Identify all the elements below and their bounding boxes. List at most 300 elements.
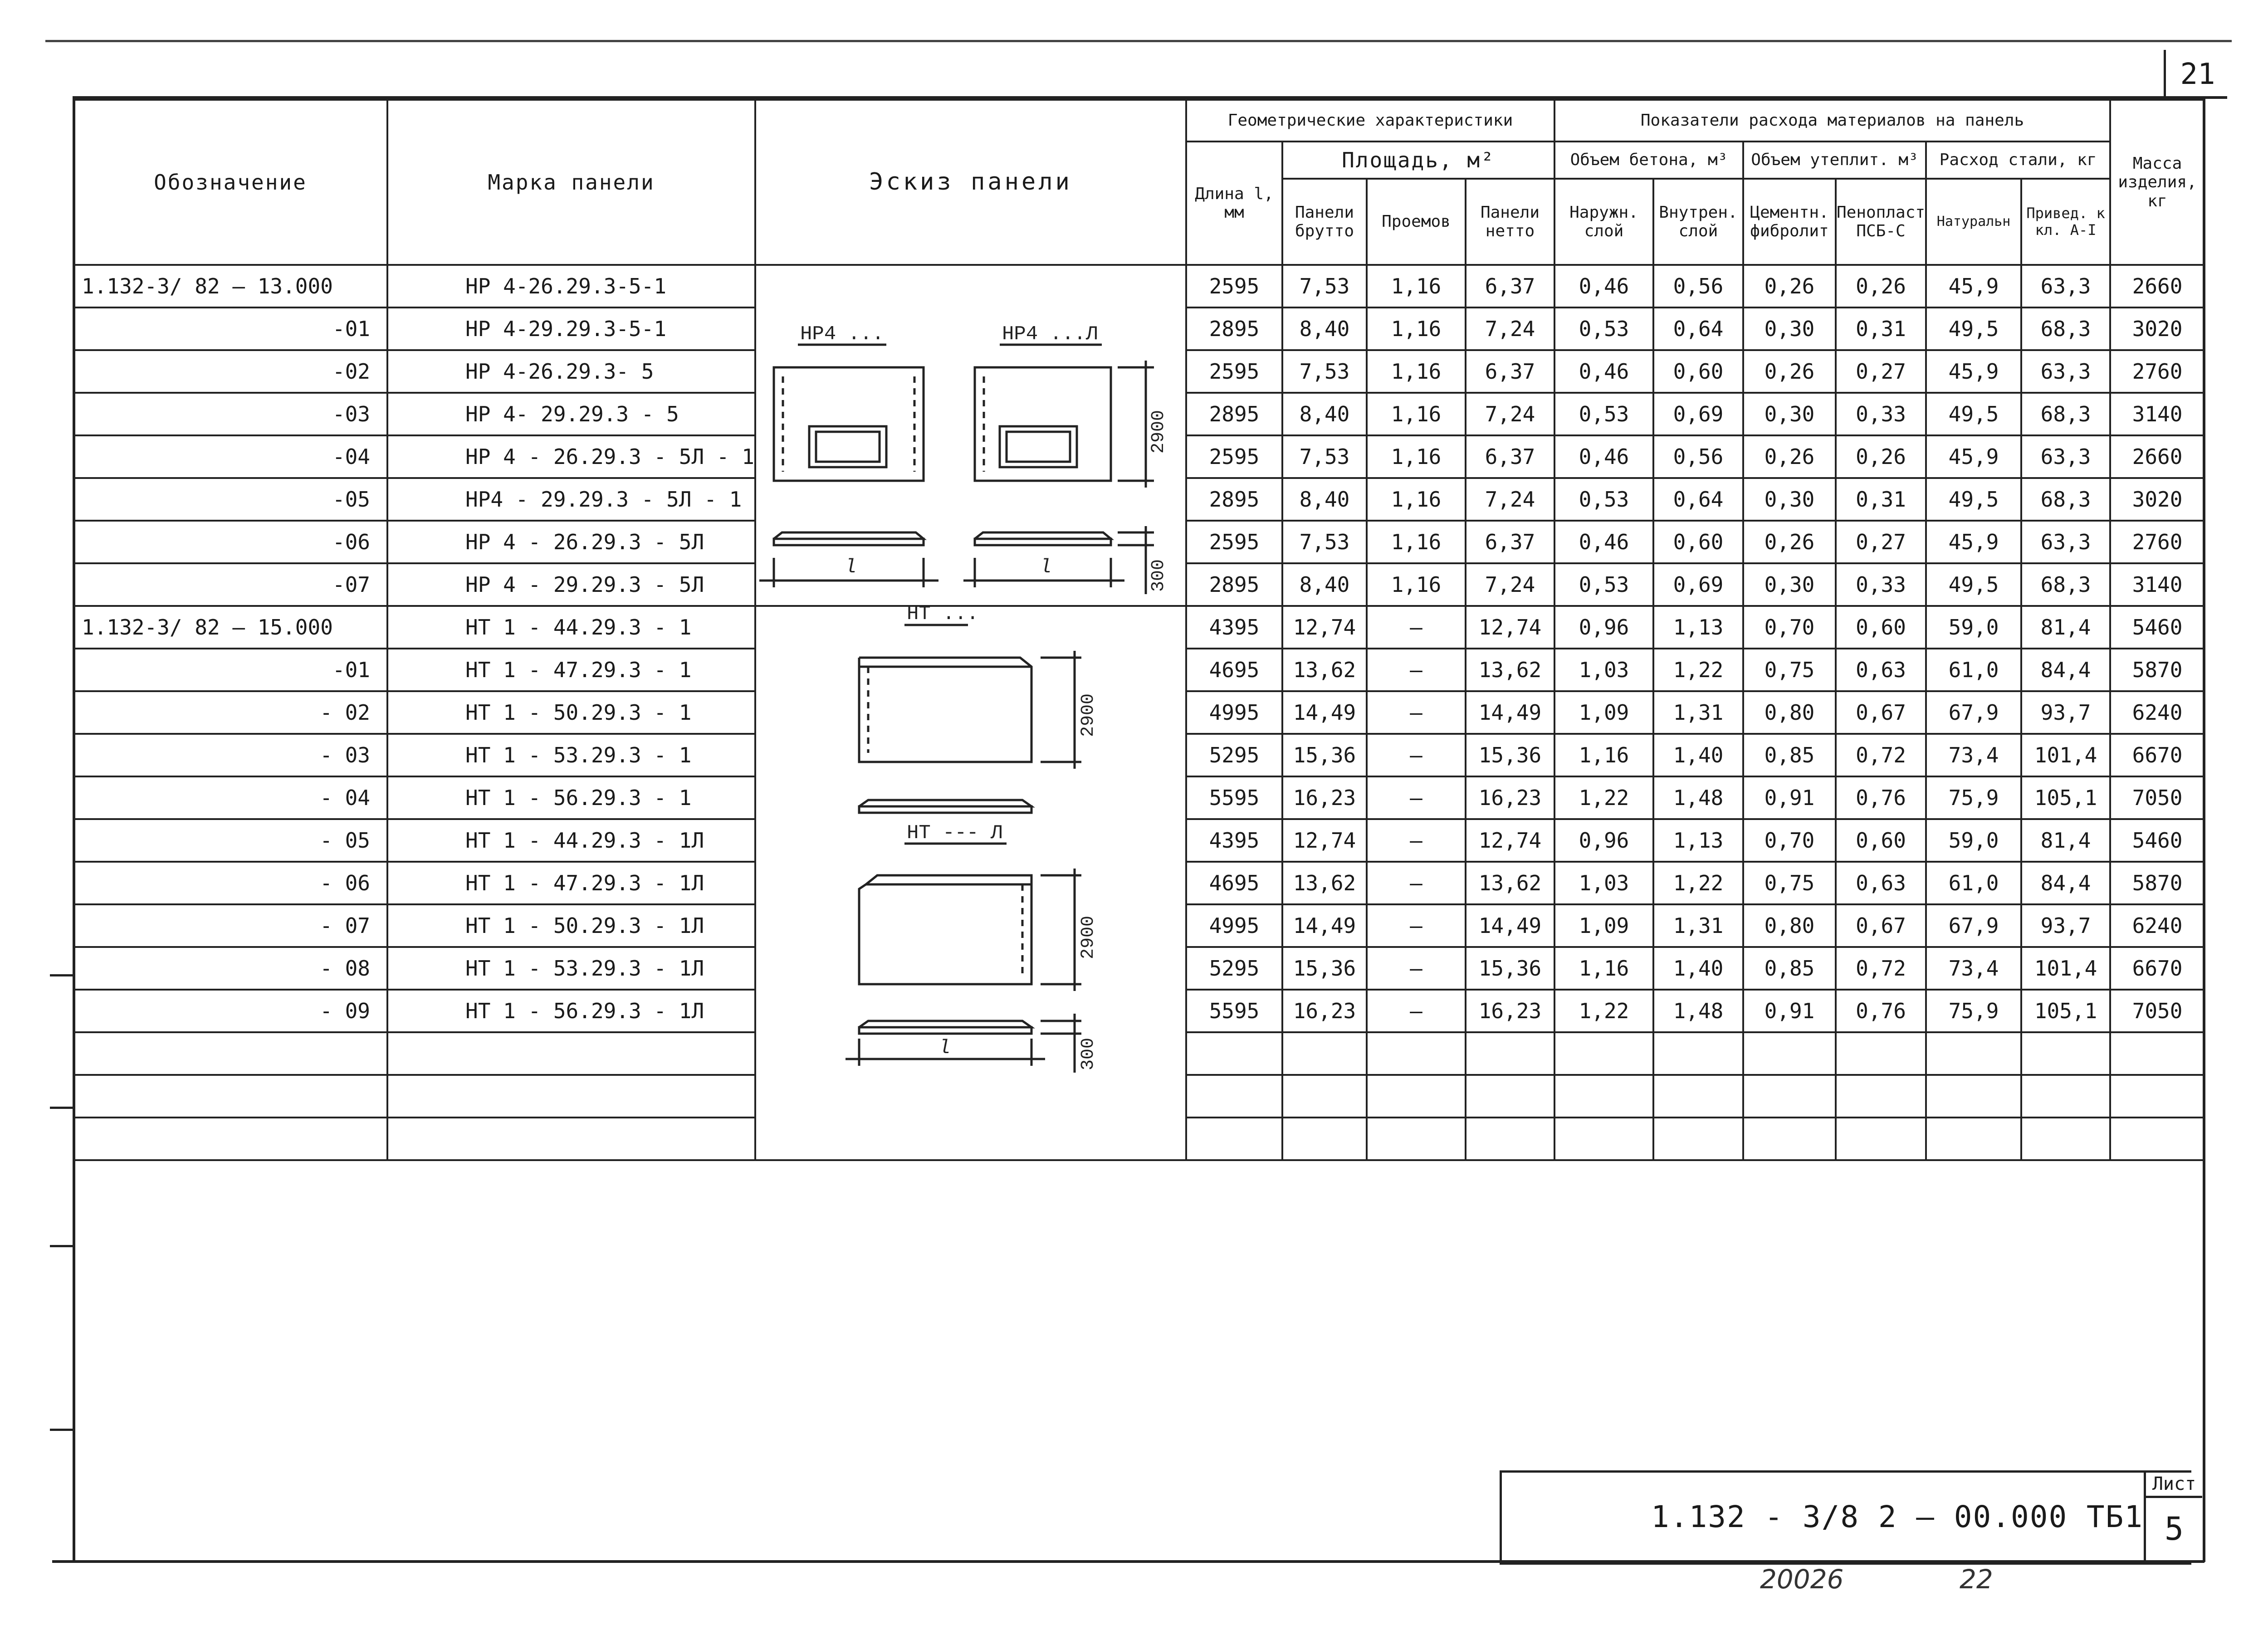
empty-cell xyxy=(1186,1118,1282,1160)
cell-cement-fibrolite: 0,70 xyxy=(1743,819,1836,862)
cell-cement-fibrolite: 0,26 xyxy=(1743,350,1836,393)
cell-steel-reduced: 81,4 xyxy=(2021,606,2110,649)
cell-designation: - 08 xyxy=(73,947,387,990)
cell-steel-natural: 45,9 xyxy=(1926,350,2021,393)
cell-outer-concrete: 1,03 xyxy=(1554,649,1653,691)
cell-openings-area: — xyxy=(1367,819,1466,862)
cell-gross-area: 14,49 xyxy=(1282,691,1367,734)
cell-openings-area: — xyxy=(1367,947,1466,990)
cell-length: 2895 xyxy=(1186,563,1282,606)
cell-length: 4395 xyxy=(1186,606,1282,649)
empty-cell xyxy=(2110,1118,2204,1160)
empty-cell xyxy=(1466,1075,1554,1118)
np4-panel-outline xyxy=(774,367,924,481)
cell-openings-area: — xyxy=(1367,606,1466,649)
cell-openings-area: 1,16 xyxy=(1367,393,1466,435)
cell-mark: НТ 1 - 44.29.3 - 1Л xyxy=(387,819,755,862)
empty-cell xyxy=(1186,1032,1282,1075)
cell-cement-fibrolite: 0,91 xyxy=(1743,990,1836,1032)
ntl-panel-outline xyxy=(859,875,1031,984)
empty-cell xyxy=(2021,1075,2110,1118)
cell-designation: - 02 xyxy=(73,691,387,734)
empty-cell xyxy=(1836,1032,1926,1075)
cell-inner-concrete: 0,69 xyxy=(1653,393,1743,435)
cell-steel-reduced: 68,3 xyxy=(2021,393,2110,435)
cell-mark: НТ 1 - 50.29.3 - 1 xyxy=(387,691,755,734)
cell-mass: 2660 xyxy=(2110,265,2204,307)
cell-outer-concrete: 1,22 xyxy=(1554,776,1653,819)
sketch-label-ntl: НТ --- Л xyxy=(907,822,1003,844)
header-outer: Наружн. слой xyxy=(1554,179,1653,265)
top-border-line xyxy=(45,40,2232,42)
cell-cement-fibrolite: 0,26 xyxy=(1743,265,1836,307)
cell-length: 5595 xyxy=(1186,776,1282,819)
cell-steel-natural: 73,4 xyxy=(1926,947,2021,990)
cell-designation: 1.132-3/ 82 — 13.000 xyxy=(73,265,387,307)
cell-openings-area: — xyxy=(1367,904,1466,947)
sketch-np4 xyxy=(755,268,1186,612)
empty-cell xyxy=(73,1075,387,1118)
cell-mark: НТ 1 - 56.29.3 - 1Л xyxy=(387,990,755,1032)
header-reduced: Привед. к кл. А-I xyxy=(2021,179,2110,265)
document-code: 1.132 - 3/8 2 — 00.000 ТБ1 xyxy=(1651,1499,2144,1534)
empty-cell xyxy=(2021,1118,2110,1160)
cell-inner-concrete: 1,40 xyxy=(1653,947,1743,990)
empty-cell xyxy=(1282,1118,1367,1160)
cell-length: 5295 xyxy=(1186,734,1282,776)
header-materials: Показатели расхода материалов на панель xyxy=(1554,100,2110,142)
cell-cement-fibrolite: 0,30 xyxy=(1743,307,1836,350)
cell-gross-area: 7,53 xyxy=(1282,521,1367,563)
cell-openings-area: — xyxy=(1367,776,1466,819)
empty-cell xyxy=(1282,1075,1367,1118)
cell-steel-reduced: 68,3 xyxy=(2021,563,2110,606)
np4l-panel-outline xyxy=(975,367,1111,481)
cell-mass: 6240 xyxy=(2110,904,2204,947)
cell-designation: - 07 xyxy=(73,904,387,947)
cell-mark: НТ 1 - 47.29.3 - 1 xyxy=(387,649,755,691)
cell-outer-concrete: 0,96 xyxy=(1554,606,1653,649)
cell-outer-concrete: 0,46 xyxy=(1554,350,1653,393)
cell-steel-natural: 75,9 xyxy=(1926,776,2021,819)
header-mark: Марка панели xyxy=(387,100,755,265)
cell-gross-area: 16,23 xyxy=(1282,776,1367,819)
dim-2900-nt: 2900 xyxy=(1078,693,1099,737)
cell-net-area: 12,74 xyxy=(1466,819,1554,862)
cell-foam-insulation: 0,27 xyxy=(1836,521,1926,563)
cell-mark: НР 4 - 26.29.3 - 5Л xyxy=(387,521,755,563)
cell-foam-insulation: 0,27 xyxy=(1836,350,1926,393)
empty-cell xyxy=(1836,1075,1926,1118)
cell-foam-insulation: 0,67 xyxy=(1836,691,1926,734)
cell-cement-fibrolite: 0,85 xyxy=(1743,947,1836,990)
cell-designation: -02 xyxy=(73,350,387,393)
cell-foam-insulation: 0,63 xyxy=(1836,862,1926,904)
cell-gross-area: 13,62 xyxy=(1282,862,1367,904)
cell-outer-concrete: 0,53 xyxy=(1554,393,1653,435)
cell-inner-concrete: 0,60 xyxy=(1653,350,1743,393)
cell-mass: 7050 xyxy=(2110,776,2204,819)
empty-cell xyxy=(1367,1032,1466,1075)
cell-mass: 5460 xyxy=(2110,606,2204,649)
header-cement: Цементн. фибролит xyxy=(1743,179,1836,265)
cell-designation: -01 xyxy=(73,649,387,691)
cell-inner-concrete: 1,13 xyxy=(1653,819,1743,862)
cell-foam-insulation: 0,31 xyxy=(1836,307,1926,350)
cell-length: 5595 xyxy=(1186,990,1282,1032)
cell-mass: 2760 xyxy=(2110,350,2204,393)
cell-openings-area: 1,16 xyxy=(1367,265,1466,307)
cell-cement-fibrolite: 0,26 xyxy=(1743,435,1836,478)
cell-steel-reduced: 105,1 xyxy=(2021,776,2110,819)
cell-openings-area: — xyxy=(1367,734,1466,776)
cell-steel-natural: 75,9 xyxy=(1926,990,2021,1032)
cell-mark: НТ 1 - 56.29.3 - 1 xyxy=(387,776,755,819)
cell-steel-natural: 49,5 xyxy=(1926,563,2021,606)
header-insulation: Объем утеплит. м³ xyxy=(1743,142,1926,179)
cell-outer-concrete: 1,16 xyxy=(1554,947,1653,990)
cell-foam-insulation: 0,33 xyxy=(1836,393,1926,435)
cell-net-area: 6,37 xyxy=(1466,265,1554,307)
handwritten-number-right: 22 xyxy=(1960,1564,1993,1595)
cell-gross-area: 12,74 xyxy=(1282,819,1367,862)
cell-mass: 3020 xyxy=(2110,307,2204,350)
cell-mass: 2760 xyxy=(2110,521,2204,563)
dim-l-nt: l xyxy=(938,1037,951,1059)
cell-steel-reduced: 105,1 xyxy=(2021,990,2110,1032)
cell-designation: -04 xyxy=(73,435,387,478)
cell-gross-area: 8,40 xyxy=(1282,478,1367,521)
cell-steel-reduced: 68,3 xyxy=(2021,478,2110,521)
cell-net-area: 7,24 xyxy=(1466,393,1554,435)
cell-gross-area: 13,62 xyxy=(1282,649,1367,691)
margin-tick xyxy=(50,1245,75,1247)
cell-outer-concrete: 1,22 xyxy=(1554,990,1653,1032)
cell-gross-area: 15,36 xyxy=(1282,947,1367,990)
cell-designation: - 09 xyxy=(73,990,387,1032)
cell-steel-reduced: 84,4 xyxy=(2021,649,2110,691)
empty-cell xyxy=(2110,1032,2204,1075)
empty-cell xyxy=(1653,1075,1743,1118)
cell-foam-insulation: 0,76 xyxy=(1836,990,1926,1032)
cell-mass: 6670 xyxy=(2110,734,2204,776)
cell-inner-concrete: 1,48 xyxy=(1653,776,1743,819)
cell-net-area: 14,49 xyxy=(1466,691,1554,734)
empty-cell xyxy=(1186,1075,1282,1118)
cell-net-area: 6,37 xyxy=(1466,435,1554,478)
cell-length: 4995 xyxy=(1186,904,1282,947)
cell-openings-area: 1,16 xyxy=(1367,563,1466,606)
cell-outer-concrete: 0,53 xyxy=(1554,563,1653,606)
cell-mark: НТ 1 - 47.29.3 - 1Л xyxy=(387,862,755,904)
cell-length: 4995 xyxy=(1186,691,1282,734)
cell-outer-concrete: 1,16 xyxy=(1554,734,1653,776)
cell-length: 2595 xyxy=(1186,265,1282,307)
cell-steel-natural: 61,0 xyxy=(1926,862,2021,904)
cell-inner-concrete: 0,56 xyxy=(1653,435,1743,478)
cell-length: 2595 xyxy=(1186,350,1282,393)
cell-mass: 6240 xyxy=(2110,691,2204,734)
header-inner: Внутрен. слой xyxy=(1653,179,1743,265)
cell-steel-reduced: 63,3 xyxy=(2021,350,2110,393)
cell-openings-area: — xyxy=(1367,691,1466,734)
cell-designation: - 05 xyxy=(73,819,387,862)
cell-outer-concrete: 0,46 xyxy=(1554,435,1653,478)
header-mass: Масса изделия, кг xyxy=(2110,100,2204,265)
cell-length: 2895 xyxy=(1186,478,1282,521)
header-length: Длина l, мм xyxy=(1186,142,1282,265)
empty-cell xyxy=(1554,1075,1653,1118)
cell-steel-reduced: 93,7 xyxy=(2021,904,2110,947)
empty-cell xyxy=(1367,1118,1466,1160)
handwritten-number-left: 20026 xyxy=(1760,1564,1844,1595)
sketch-nt xyxy=(755,603,1186,1098)
sketch-label-np4l: НР4 ...Л xyxy=(1002,323,1098,346)
sketch-label-nt: НТ ... xyxy=(907,603,979,625)
cell-foam-insulation: 0,26 xyxy=(1836,265,1926,307)
cell-gross-area: 12,74 xyxy=(1282,606,1367,649)
dim-l-left: l xyxy=(845,556,857,579)
cell-inner-concrete: 1,31 xyxy=(1653,691,1743,734)
cell-foam-insulation: 0,26 xyxy=(1836,435,1926,478)
empty-cell xyxy=(387,1032,755,1075)
cell-steel-reduced: 84,4 xyxy=(2021,862,2110,904)
dim-300-top: 300 xyxy=(1149,559,1169,592)
empty-cell xyxy=(1466,1118,1554,1160)
cell-length: 2595 xyxy=(1186,521,1282,563)
cell-outer-concrete: 0,46 xyxy=(1554,265,1653,307)
margin-tick xyxy=(50,1107,75,1109)
empty-cell xyxy=(73,1118,387,1160)
cell-outer-concrete: 0,53 xyxy=(1554,307,1653,350)
cell-steel-reduced: 63,3 xyxy=(2021,435,2110,478)
cell-openings-area: 1,16 xyxy=(1367,478,1466,521)
cell-steel-natural: 49,5 xyxy=(1926,478,2021,521)
cell-steel-natural: 59,0 xyxy=(1926,819,2021,862)
cell-designation: - 04 xyxy=(73,776,387,819)
empty-cell xyxy=(2021,1032,2110,1075)
dim-l-right: l xyxy=(1040,556,1052,579)
cell-outer-concrete: 0,96 xyxy=(1554,819,1653,862)
cell-net-area: 13,62 xyxy=(1466,862,1554,904)
cell-foam-insulation: 0,63 xyxy=(1836,649,1926,691)
cell-foam-insulation: 0,60 xyxy=(1836,819,1926,862)
cell-steel-natural: 49,5 xyxy=(1926,307,2021,350)
cell-foam-insulation: 0,60 xyxy=(1836,606,1926,649)
nt-panel-outline xyxy=(859,658,1031,762)
cell-gross-area: 14,49 xyxy=(1282,904,1367,947)
cell-mark: НТ 1 - 50.29.3 - 1Л xyxy=(387,904,755,947)
cell-mark: НР 4-26.29.3- 5 xyxy=(387,350,755,393)
cell-designation: 1.132-3/ 82 — 15.000 xyxy=(73,606,387,649)
cell-mass: 5870 xyxy=(2110,862,2204,904)
cell-mark: НР 4- 29.29.3 - 5 xyxy=(387,393,755,435)
cell-openings-area: 1,16 xyxy=(1367,521,1466,563)
cell-cement-fibrolite: 0,91 xyxy=(1743,776,1836,819)
cell-foam-insulation: 0,31 xyxy=(1836,478,1926,521)
cell-designation: -06 xyxy=(73,521,387,563)
empty-cell xyxy=(2110,1075,2204,1118)
cell-mark: НР4 - 29.29.3 - 5Л - 1 xyxy=(387,478,755,521)
header-sketch: Эскиз панели xyxy=(755,100,1186,265)
cell-net-area: 16,23 xyxy=(1466,990,1554,1032)
dim-300-ntl: 300 xyxy=(1078,1037,1099,1070)
empty-cell xyxy=(1554,1118,1653,1160)
header-area: Площадь, м² xyxy=(1282,142,1554,179)
empty-cell xyxy=(1836,1118,1926,1160)
cell-mark: НР 4-29.29.3-5-1 xyxy=(387,307,755,350)
header-natural: Натуральн xyxy=(1926,179,2021,265)
cell-inner-concrete: 1,40 xyxy=(1653,734,1743,776)
cell-length: 4695 xyxy=(1186,649,1282,691)
sheet-number: 5 xyxy=(2144,1498,2202,1560)
cell-inner-concrete: 0,64 xyxy=(1653,478,1743,521)
cell-steel-natural: 49,5 xyxy=(1926,393,2021,435)
cell-length: 2895 xyxy=(1186,393,1282,435)
cell-cement-fibrolite: 0,26 xyxy=(1743,521,1836,563)
cell-outer-concrete: 0,53 xyxy=(1554,478,1653,521)
cell-gross-area: 8,40 xyxy=(1282,307,1367,350)
cell-cement-fibrolite: 0,30 xyxy=(1743,478,1836,521)
cell-length: 4395 xyxy=(1186,819,1282,862)
empty-cell xyxy=(1367,1075,1466,1118)
cell-cement-fibrolite: 0,80 xyxy=(1743,904,1836,947)
cell-gross-area: 7,53 xyxy=(1282,435,1367,478)
cell-net-area: 12,74 xyxy=(1466,606,1554,649)
cell-mass: 3140 xyxy=(2110,393,2204,435)
cell-outer-concrete: 0,46 xyxy=(1554,521,1653,563)
cell-designation: -05 xyxy=(73,478,387,521)
cell-cement-fibrolite: 0,70 xyxy=(1743,606,1836,649)
cell-mark: НТ 1 - 53.29.3 - 1 xyxy=(387,734,755,776)
header-steel: Расход стали, кг xyxy=(1926,142,2110,179)
cell-steel-reduced: 63,3 xyxy=(2021,521,2110,563)
cell-length: 2895 xyxy=(1186,307,1282,350)
cell-net-area: 14,49 xyxy=(1466,904,1554,947)
cell-foam-insulation: 0,67 xyxy=(1836,904,1926,947)
cell-steel-natural: 67,9 xyxy=(1926,904,2021,947)
cell-mass: 5460 xyxy=(2110,819,2204,862)
cell-foam-insulation: 0,33 xyxy=(1836,563,1926,606)
cell-foam-insulation: 0,72 xyxy=(1836,734,1926,776)
empty-cell xyxy=(1653,1032,1743,1075)
cell-net-area: 6,37 xyxy=(1466,350,1554,393)
margin-tick xyxy=(50,974,75,976)
cell-cement-fibrolite: 0,30 xyxy=(1743,393,1836,435)
cell-designation: - 03 xyxy=(73,734,387,776)
cell-gross-area: 8,40 xyxy=(1282,393,1367,435)
margin-tick xyxy=(50,1429,75,1431)
cell-inner-concrete: 1,22 xyxy=(1653,649,1743,691)
cell-openings-area: 1,16 xyxy=(1367,307,1466,350)
empty-cell xyxy=(1926,1118,2021,1160)
cell-inner-concrete: 1,22 xyxy=(1653,862,1743,904)
empty-cell xyxy=(1282,1032,1367,1075)
cell-mark: НТ 1 - 53.29.3 - 1Л xyxy=(387,947,755,990)
cell-openings-area: — xyxy=(1367,862,1466,904)
cell-steel-reduced: 81,4 xyxy=(2021,819,2110,862)
cell-openings-area: 1,16 xyxy=(1367,435,1466,478)
cell-mark: НР 4 - 26.29.3 - 5Л - 1 xyxy=(387,435,755,478)
cell-gross-area: 7,53 xyxy=(1282,265,1367,307)
cell-designation: -07 xyxy=(73,563,387,606)
cell-steel-natural: 67,9 xyxy=(1926,691,2021,734)
cell-length: 2595 xyxy=(1186,435,1282,478)
cell-openings-area: — xyxy=(1367,990,1466,1032)
cell-steel-natural: 59,0 xyxy=(1926,606,2021,649)
cell-steel-reduced: 101,4 xyxy=(2021,947,2110,990)
cell-outer-concrete: 1,09 xyxy=(1554,691,1653,734)
cell-net-area: 15,36 xyxy=(1466,734,1554,776)
header-gross: Панели брутто xyxy=(1282,179,1367,265)
empty-cell xyxy=(1743,1032,1836,1075)
cell-inner-concrete: 0,60 xyxy=(1653,521,1743,563)
empty-cell xyxy=(387,1075,755,1118)
cell-net-area: 7,24 xyxy=(1466,307,1554,350)
cell-openings-area: — xyxy=(1367,649,1466,691)
cell-foam-insulation: 0,72 xyxy=(1836,947,1926,990)
cell-steel-natural: 61,0 xyxy=(1926,649,2021,691)
empty-cell xyxy=(1743,1118,1836,1160)
cell-length: 4695 xyxy=(1186,862,1282,904)
empty-cell xyxy=(387,1118,755,1160)
header-foam: Пенопласт ПСБ-С xyxy=(1836,179,1926,265)
cell-outer-concrete: 1,03 xyxy=(1554,862,1653,904)
cell-gross-area: 16,23 xyxy=(1282,990,1367,1032)
header-openings: Проемов xyxy=(1367,179,1466,265)
page-number: 21 xyxy=(2164,50,2229,99)
cell-steel-reduced: 101,4 xyxy=(2021,734,2110,776)
empty-cell xyxy=(1926,1075,2021,1118)
cell-cement-fibrolite: 0,30 xyxy=(1743,563,1836,606)
cell-inner-concrete: 1,48 xyxy=(1653,990,1743,1032)
cell-gross-area: 8,40 xyxy=(1282,563,1367,606)
cell-mass: 6670 xyxy=(2110,947,2204,990)
empty-cell xyxy=(1466,1032,1554,1075)
cell-cement-fibrolite: 0,75 xyxy=(1743,862,1836,904)
dim-2900-ntl: 2900 xyxy=(1078,915,1099,959)
cell-net-area: 7,24 xyxy=(1466,563,1554,606)
cell-steel-reduced: 93,7 xyxy=(2021,691,2110,734)
cell-gross-area: 15,36 xyxy=(1282,734,1367,776)
cell-inner-concrete: 1,13 xyxy=(1653,606,1743,649)
cell-mass: 3020 xyxy=(2110,478,2204,521)
empty-cell xyxy=(1554,1032,1653,1075)
cell-length: 5295 xyxy=(1186,947,1282,990)
cell-steel-natural: 45,9 xyxy=(1926,521,2021,563)
empty-cell xyxy=(1653,1118,1743,1160)
cell-inner-concrete: 0,56 xyxy=(1653,265,1743,307)
cell-net-area: 13,62 xyxy=(1466,649,1554,691)
cell-steel-natural: 45,9 xyxy=(1926,265,2021,307)
cell-inner-concrete: 0,69 xyxy=(1653,563,1743,606)
header-designation: Обозначение xyxy=(73,100,387,265)
cell-gross-area: 7,53 xyxy=(1282,350,1367,393)
cell-net-area: 16,23 xyxy=(1466,776,1554,819)
cell-openings-area: 1,16 xyxy=(1367,350,1466,393)
cell-inner-concrete: 0,64 xyxy=(1653,307,1743,350)
cell-net-area: 15,36 xyxy=(1466,947,1554,990)
cell-steel-natural: 45,9 xyxy=(1926,435,2021,478)
cell-designation: -01 xyxy=(73,307,387,350)
sheet-label: Лист xyxy=(2144,1472,2202,1498)
dim-2900-top: 2900 xyxy=(1149,410,1169,454)
cell-mass: 5870 xyxy=(2110,649,2204,691)
cell-designation: - 06 xyxy=(73,862,387,904)
header-geometry: Геометрические характеристики xyxy=(1186,100,1554,142)
cell-steel-natural: 73,4 xyxy=(1926,734,2021,776)
cell-cement-fibrolite: 0,75 xyxy=(1743,649,1836,691)
